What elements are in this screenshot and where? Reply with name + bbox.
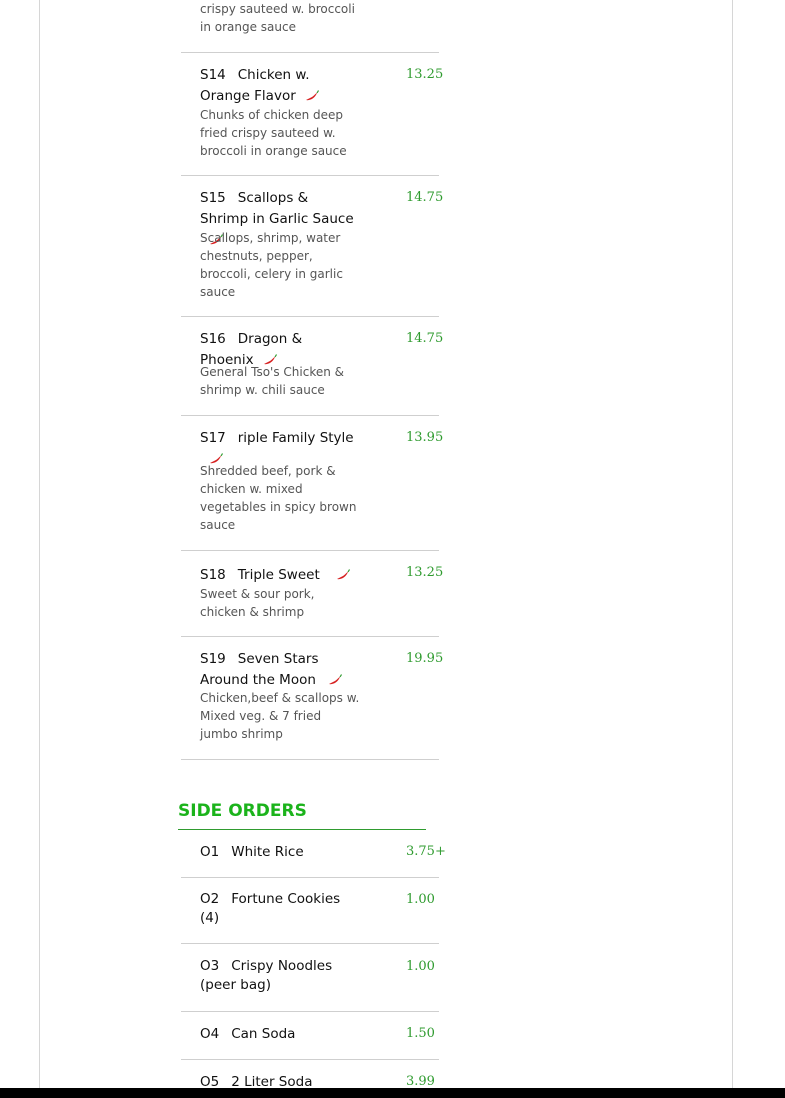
item-code: S18 bbox=[200, 567, 226, 583]
item-price: 13.25 bbox=[406, 67, 444, 82]
item-title: Seven Stars Around the Moon bbox=[200, 651, 319, 688]
item-title: Triple Sweet bbox=[237, 567, 320, 583]
item-description: General Tso's Chicken & shrimp w. chili sauce bbox=[200, 365, 345, 397]
item-name bbox=[200, 565, 360, 586]
bottom-bar bbox=[0, 1088, 785, 1098]
item-title: 2 Liter Soda bbox=[231, 1074, 313, 1088]
item-code: S14 bbox=[200, 67, 226, 83]
item-name bbox=[200, 1072, 360, 1088]
item-title: riple Family Style bbox=[237, 430, 354, 446]
item-price: 3.75+ bbox=[406, 844, 446, 859]
item-price: 14.75 bbox=[406, 190, 444, 205]
item-code: O3 bbox=[200, 958, 220, 974]
side-order-o2[interactable] bbox=[181, 878, 439, 944]
item-title: Crispy Noodles (peer bag) bbox=[200, 958, 333, 993]
chili-pepper-icon bbox=[305, 90, 319, 102]
item-price: 1.50 bbox=[406, 1026, 435, 1041]
menu-item-s14[interactable] bbox=[181, 53, 444, 176]
item-price: 14.75 bbox=[406, 331, 444, 346]
item-code: O1 bbox=[200, 844, 220, 860]
item-description: Chunks of chicken deep fried crispy sauteed w. broccoli in orange sauce bbox=[200, 108, 347, 158]
item-name bbox=[200, 890, 350, 928]
item-title: Can Soda bbox=[231, 1026, 296, 1042]
menu-item-s16[interactable] bbox=[181, 317, 444, 416]
menu-item-s17[interactable] bbox=[181, 416, 444, 551]
item-title: Fortune Cookies (4) bbox=[200, 891, 341, 926]
item-code: O4 bbox=[200, 1026, 220, 1042]
item-title: Dragon & Phoenix bbox=[200, 331, 303, 368]
item-name bbox=[200, 842, 360, 863]
menu-item-s15[interactable] bbox=[181, 176, 444, 317]
side-order-o5[interactable] bbox=[181, 1060, 439, 1088]
section-title-side-orders: SIDE ORDERS bbox=[178, 799, 426, 830]
item-name bbox=[200, 649, 360, 691]
side-order-o1[interactable] bbox=[181, 830, 446, 878]
item-description: Scallops, shrimp, water chestnuts, pepper, broccoli, celery in garlic sauce bbox=[200, 231, 343, 299]
menu-item-s18[interactable] bbox=[181, 551, 444, 637]
item-title: White Rice bbox=[231, 844, 304, 860]
item-code: S17 bbox=[200, 430, 226, 446]
item-code: O2 bbox=[200, 891, 220, 907]
item-name bbox=[200, 65, 360, 107]
item-title: Scallops & Shrimp in Garlic Sauce bbox=[200, 190, 354, 227]
item-code: S16 bbox=[200, 331, 226, 347]
chili-pepper-icon bbox=[336, 569, 350, 581]
item-code: S15 bbox=[200, 190, 226, 206]
item-price: 19.95 bbox=[406, 651, 444, 666]
menu-item-s19[interactable] bbox=[181, 637, 444, 760]
item-description: Chicken,beef & scallops w. Mixed veg. & 7 fried jumbo shrimp bbox=[200, 691, 360, 741]
item-description: Sweet & sour pork, chicken & shrimp bbox=[200, 587, 315, 619]
item-name bbox=[200, 957, 350, 995]
item-price: 13.95 bbox=[406, 430, 444, 445]
item-price: 1.00 bbox=[406, 892, 435, 907]
chili-pepper-icon bbox=[328, 674, 342, 686]
item-title: Chicken w. Orange Flavor bbox=[200, 67, 310, 104]
item-name bbox=[200, 1024, 360, 1045]
side-order-o4[interactable] bbox=[181, 1012, 439, 1060]
item-code: S19 bbox=[200, 651, 226, 667]
side-order-o3[interactable] bbox=[181, 944, 439, 1012]
item-price: 3.99 bbox=[406, 1074, 435, 1088]
item-price: 13.25 bbox=[406, 565, 444, 580]
item-description: Shredded beef, pork & chicken w. mixed vegetables in spicy brown sauce bbox=[200, 464, 357, 532]
item-price: 1.00 bbox=[406, 959, 435, 974]
item-description: crispy sauteed w. broccoli in orange sauce bbox=[200, 2, 355, 34]
item-code: O5 bbox=[200, 1074, 220, 1088]
